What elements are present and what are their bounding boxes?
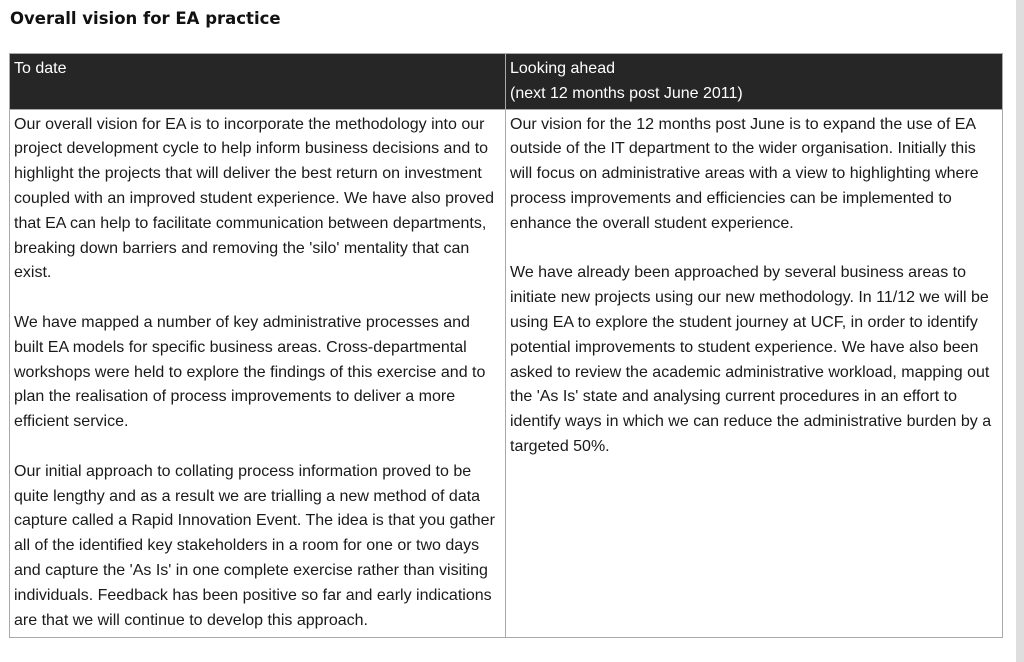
header-to-date: To date (10, 54, 506, 110)
page-title: Overall vision for EA practice (10, 9, 281, 28)
table-header-row (10, 54, 1003, 110)
right-edge-strip (1016, 0, 1024, 662)
looking-ahead-paragraph-2: We have already been approached by several business areas to initiate new projects using our new methodology. In 11/12 we will be using EA to explore the student journey at UCF, in order to identify potential improvements to student experience. We have also been asked to review the academic administrative workload, mapping out the 'As Is' state and analysing current procedures in an effort to identify ways in which we can reduce the administrative burden by a targeted 50%. (510, 264, 992, 455)
to-date-paragraph-2: We have mapped a number of key administrative processes and built EA models for specific business areas. Cross-departmental workshops were held to explore the findings of this exercise and to plan the realisation of process improvements to deliver a more efficient service. (14, 313, 486, 431)
looking-ahead-cell (506, 109, 1003, 637)
to-date-paragraph-3: Our initial approach to collating process information proved to be quite lengthy and as a result we are trialling a new method of data capture called a Rapid Innovation Event. The idea is that you gather all of the identified key stakeholders in a room for one or two days and capture the 'As Is' in one complete exercise rather than visiting individuals. Feedback has been positive so far and early indications are that we will continue to develop this approach. (14, 462, 495, 629)
looking-ahead-paragraph-1: Our vision for the 12 months post June is to expand the use of EA outside of the IT department to the wider organisation. Initially this will focus on administrative areas with a view to highlighting where process improvements and efficiencies can be implemented to enhance the overall student experience. (510, 115, 979, 232)
vision-table (9, 53, 1003, 638)
table-row (10, 109, 1003, 637)
to-date-cell (10, 109, 506, 637)
header-looking-ahead-period: (next 12 months post June 2011) (510, 84, 743, 102)
header-looking-ahead-title: Looking ahead (510, 60, 615, 77)
to-date-paragraph-1: Our overall vision for EA is to incorporate the methodology into our project development cycle to help inform business decisions and to highlight the projects that will deliver the best return on investment coupled with an improved student experience. We have also proved that EA can help to facilitate communication between departments, breaking down barriers and removing the 'silo' mentality that can exist. (14, 115, 494, 282)
header-looking-ahead (506, 54, 1003, 110)
